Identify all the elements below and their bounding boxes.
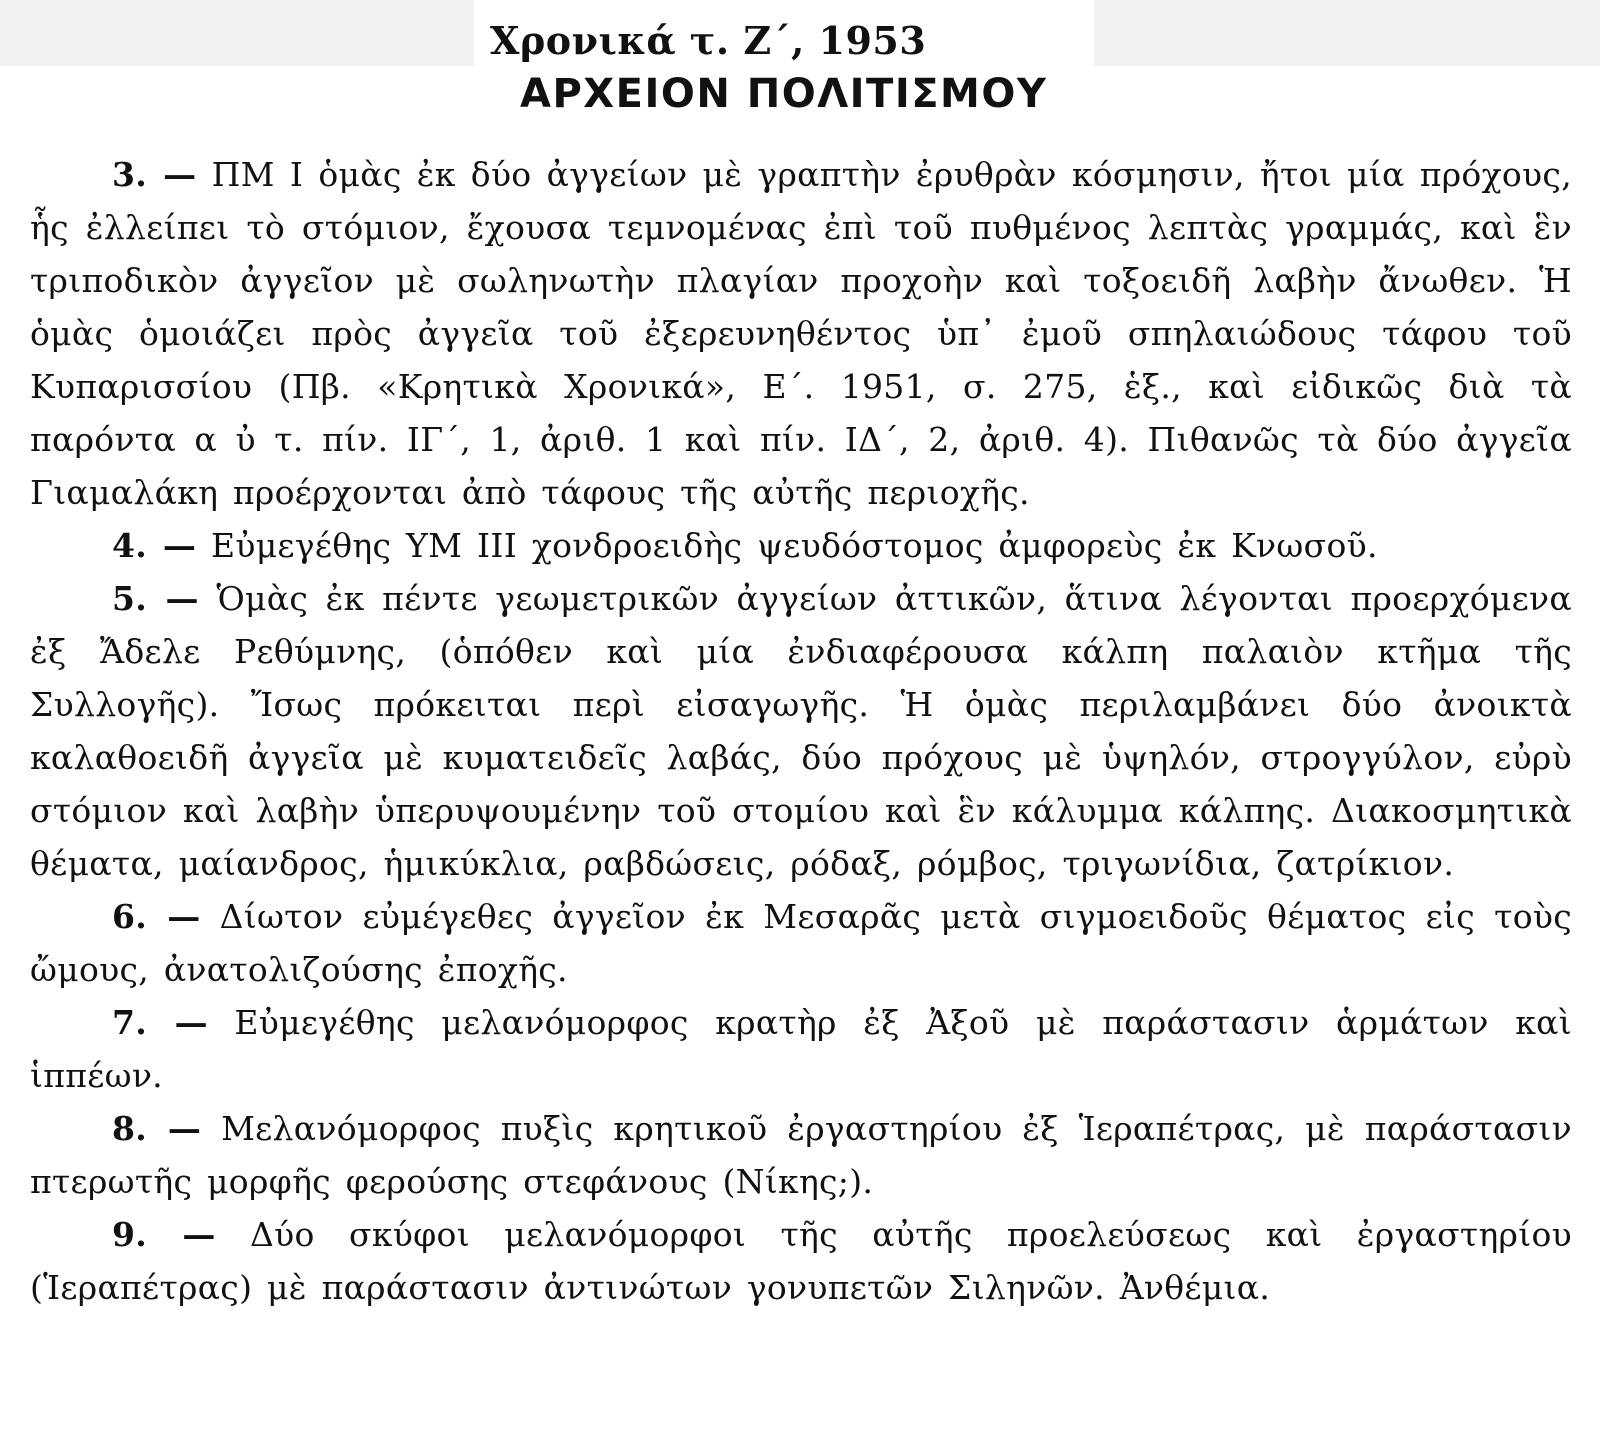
entry-text: Δύο σκύφοι μελανόμορφοι τῆς αὐτῆς προελεύσεως καὶ ἐργαστηρίου (Ἱεραπέτρας) μὲ παράστασιν ἀντινώτων γονυπετῶν Σιληνῶν. Ἀνθέμια. [30,1215,1573,1307]
entry-number: 8. — [112,1109,202,1148]
entry-5 [30,572,1572,890]
article-body [30,148,1572,1314]
entry-6 [30,890,1572,996]
entry-text: Μελανόμορφος πυξὶς κρητικοῦ ἐργαστηρίου ἐξ Ἱεραπέτρας, μὲ παράστασιν πτερωτῆς μορφῆς φερούσης στεφάνους (Νίκης;). [30,1109,1573,1201]
entry-4 [30,519,1572,572]
entry-number: 7. — [112,1003,208,1042]
entry-number: 3. — [112,155,197,194]
entry-3 [30,148,1572,519]
entry-number: 4. — [112,526,197,565]
entry-number: 5. — [112,579,199,618]
entry-number: 9. — [112,1215,216,1254]
entry-text: ΠΜ Ι ὁμὰς ἐκ δύο ἀγγείων μὲ γραπτὴν ἐρυθρὰν κόσμησιν, ἤτοι μία πρόχους, ἧς ἐλλείπει τὸ στόμιον, ἔχουσα τεμνομένας ἐπὶ τοῦ πυθμένος λεπτὰς γραμμάς, καὶ ἓν τριποδικὸν ἀγγεῖον μὲ σωληνωτὴν πλαγίαν προχοὴν καὶ τοξοειδῆ λαβὴν ἄνωθεν. Ἡ ὁμὰς ὁμοιάζει πρὸς ἀγγεῖα τοῦ ἐξερευνηθέντος ὑπ᾿ ἐμοῦ σπηλαιώδους τάφου τοῦ Κυπαρισσίου (Πβ. «Κρητικὰ Χρονικά», Ε΄. 1951, σ. 275, ἑξ., καὶ εἰδικῶς διὰ τὰ παρόντα α ὐ τ. πίν. ΙΓ΄, 1, ἀριθ. 1 καὶ πίν. ΙΔ΄, 2, ἀριθ. 4). Πιθανῶς τὰ δύο ἀγγεῖα Γιαμαλάκη προέρχονται ἀπὸ τάφους τῆς αὐτῆς περιοχῆς. [30,155,1572,512]
entry-number: 6. — [112,897,201,936]
entry-7 [30,996,1572,1102]
entry-text: Δίωτον εὐμέγεθες ἀγγεῖον ἐκ Μεσαρᾶς μετὰ σιγμοειδοῦς θέματος εἰς τοὺς ὤμους, ἀνατολιζούσης ἐποχῆς. [30,897,1572,989]
entry-8 [30,1102,1572,1208]
journal-citation: Χρονικά τ. Ζ΄, 1953 [490,18,927,63]
entry-text: Ὁμὰς ἐκ πέντε γεωμετρικῶν ἀγγείων ἀττικῶν, ἅτινα λέγονται προερχόμενα ἐξ Ἄδελε Ρεθύμνης, (ὁπόθεν καὶ μία ἐνδιαφέρουσα κάλπη παλαιὸν κτῆμα τῆς Συλλογῆς). Ἴσως πρόκειται περὶ εἰσαγωγῆς. Ἡ ὁμὰς περιλαμβάνει δύο ἀνοικτὰ καλαθοειδῆ ἀγγεῖα μὲ κυματειδεῖς λαβάς, δύο πρόχους μὲ ὑψηλόν, στρογγύλον, εὐρὺ στόμιον καὶ λαβὴν ὑπερυψουμένην τοῦ στομίου καὶ ἓν κάλυμμα κάλπης. Διακοσμητικὰ θέματα, μαίανδρος, ἡμικύκλια, ραβδώσεις, ρόδαξ, ρόμβος, τριγωνίδια, ζατρίκιον. [30,579,1573,883]
entry-text: Εὐμεγέθης ΥΜ ΙΙΙ χονδροειδὴς ψευδόστομος ἀμφορεὺς ἐκ Κνωσοῦ. [210,526,1378,565]
entry-9 [30,1208,1572,1314]
entry-text: Εὐμεγέθης μελανόμορφος κρατὴρ ἐξ Ἀξοῦ μὲ παράστασιν ἁρμάτων καὶ ἱππέων. [30,1003,1573,1095]
archive-title: ΑΡΧΕΙΟΝ ΠΟΛΙΤΙΣΜΟΥ [520,71,1048,117]
